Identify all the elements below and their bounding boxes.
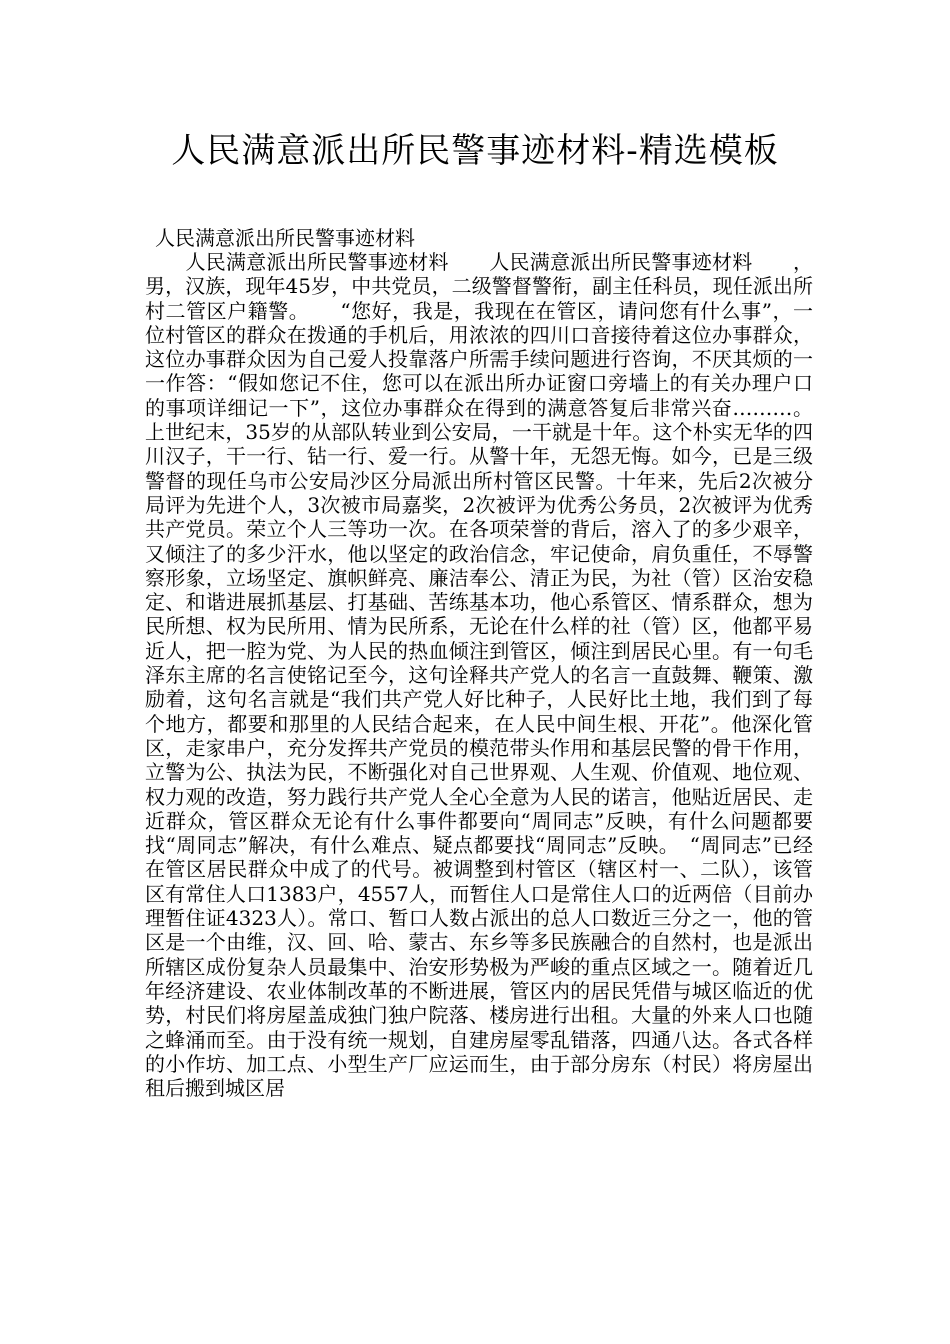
document-subtitle: 人民满意派出所民警事迹材料 bbox=[155, 226, 415, 250]
document-title: 人民满意派出所民警事迹材料-精选模板 bbox=[171, 131, 779, 171]
document-body: 人民满意派出所民警事迹材料 人民满意派出所民警事迹材料 ，男，汉族，现年45岁，中共党员，二级警督警衔，副主任科员，现任派出所村二管区户籍警。 “您好，我是，我现在在管区，请问您有什么事”，一位村管区的群众在拨通的手机后，用浓浓的四川口音接待着这位办事群众，这位办事群众因为自己爱人投靠落户所需手续问题进行咨询，不厌其烦的一一作答：“假如您记不住，您可以在派出所办证窗口旁墙上的有关办理户口的事项详细记一下”，这位办事群众在得到的满意答复后非常兴奋………。上世纪末，35岁的从部队转业到公安局，一干就是十年。这个朴实无华的四川汉子，干一行、钻一行、爱一行。从警十年，无怨无悔。如今，已是三级警督的现任乌市公安局沙区分局派出所村管区民警。十年来，先后2次被分局评为先进个人，3次被市局嘉奖，2次被评为优秀公务员，2次被评为优秀共产党员。荣立个人三等功一次。在各项荣誉的背后，溶入了的多少艰辛，又倾注了的多少汗水，他以坚定的政治信念，牢记使命，肩负重任，不辱警察形象，立场坚定、旗帜鲜亮、廉洁奉公、清正为民，为社（管）区治安稳定、和谐进展抓基层、打基础、苦练基本功，他心系管区、情系群众，想为民所想、权为民所用、情为民所系，无论在什么样的社（管）区，他都平易近人，把一腔为党、为人民的热血倾注到管区，倾注到居民心里。有一句毛泽东主席的名言使铭记至今，这句诠释共产党人的名言一直鼓舞、鞭策、激励着，这句名言就是“我们共产党人好比种子，人民好比土地，我们到了每个地方，都要和那里的人民结合起来，在人民中间生根、开花”。他深化管区，走家串户，充分发挥共产党员的模范带头作用和基层民警的骨干作用，立警为公、执法为民，不断强化对自己世界观、人生观、价值观、地位观、权力观的改造，努力践行共产党人全心全意为人民的诺言，他贴近居民、走近群众，管区群众无论有什么事件都要向“周同志”反映，有什么问题都要找“周同志”解决，有什么难点、疑点都要找“周同志”反映。 “周同志”已经在管区居民群众中成了的代号。被调整到村管区（辖区村一、二队），该管区有常住人口1383户，4557人，而暂住人口是常住人口的近两倍（目前办理暂住证4323人）。常口、暂口人数占派出的总人口数近三分之一，他的管区是一个由维，汉、回、哈、蒙古、东乡等多民族融合的自然村，也是派出所辖区成份复杂人员最集中、治安形势极为严峻的重点区域之一。随着近几年经济建设、农业体制改革的不断进展，管区内的居民凭借与城区临近的优势，村民们将房屋盖成独门独户院落、楼房进行出租。大量的外来人口也随之蜂涌而至。由于没有统一规划，自建房屋零乱错落，四通八达。各式各样的小作坊、加工点、小型生产厂应运而生，由于部分房东（村民）将房屋出租后搬到城区居 bbox=[145, 250, 813, 1101]
